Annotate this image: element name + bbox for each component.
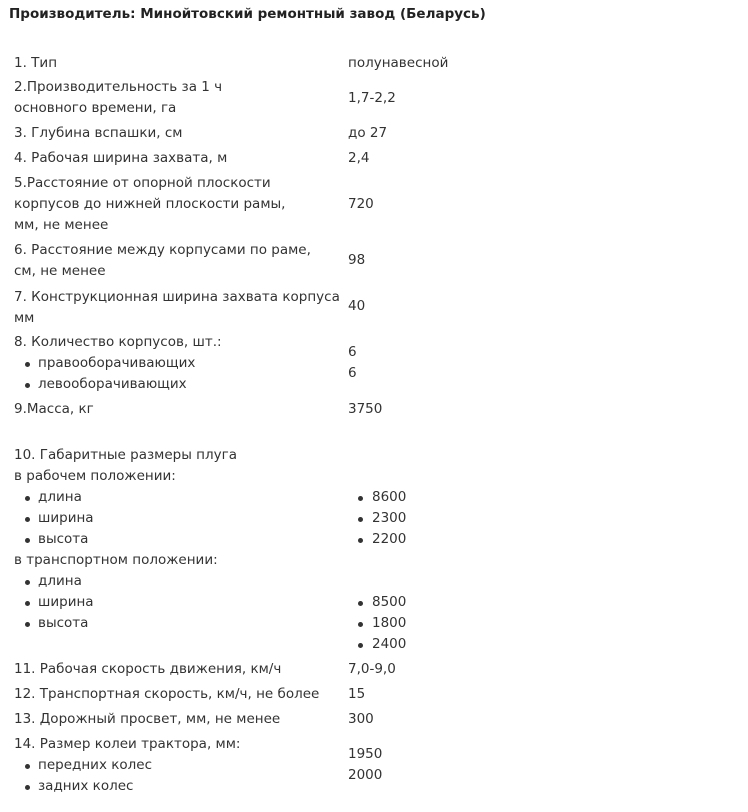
row-value-plowing-depth: до 27 [348, 125, 388, 141]
list-item: 1800 [348, 613, 406, 634]
list-item: правооборачивающих [14, 353, 348, 374]
row-label-body-count: 8. Количество корпусов, шт.: правооборачивающих левооборачивающих [14, 332, 348, 395]
list-item: 2200 [348, 529, 406, 550]
list-item: ширина [14, 592, 348, 613]
row-label-dimensions: 10. Габаритные размеры плуга в рабочем положении: длина ширина высота в транспортном положении: длина ширина высота [14, 445, 348, 634]
row-value-productivity: 1,7-2,2 [348, 90, 396, 106]
list-item: 2400 [348, 634, 406, 655]
list-item: 8500 [348, 592, 406, 613]
row-label-working-width: 4. Рабочая ширина захвата, м [14, 150, 228, 166]
list-item: 2300 [348, 508, 406, 529]
row-value-working-width: 2,4 [348, 150, 370, 166]
list-item: 8600 [348, 487, 406, 508]
row-label-plowing-depth: 3. Глубина вспашки, см [14, 125, 183, 141]
row-label-mass: 9.Масса, кг [14, 401, 94, 417]
row-value-dimensions-transport [348, 592, 406, 655]
row-value-working-speed: 7,0-9,0 [348, 661, 396, 677]
list-item: высота [14, 613, 348, 634]
row-label-ground-clearance: 13. Дорожный просвет, мм, не менее [14, 711, 281, 727]
row-label-track-width: 14. Размер колеи трактора, мм: передних колес задних колес [14, 734, 348, 797]
page-title: Производитель: Минойтовский ремонтный завод (Беларусь) [9, 6, 486, 22]
list-item: ширина [14, 508, 348, 529]
row-label-working-speed: 11. Рабочая скорость движения, км/ч [14, 661, 282, 677]
row-value-ground-clearance: 300 [348, 711, 374, 727]
row-value-track-width: 1950 2000 [348, 746, 383, 783]
list-item: задних колес [14, 776, 348, 797]
row-value-body-spacing: 98 [348, 252, 366, 268]
row-value-body-width: 40 [348, 298, 366, 314]
list-item: передних колес [14, 755, 348, 776]
row-label-transport-speed: 12. Транспортная скорость, км/ч, не более [14, 686, 320, 702]
list-item: длина [14, 571, 348, 592]
row-label-productivity: 2.Производительность за 1 ч основного времени, га [14, 79, 223, 116]
row-value-frame-clearance: 720 [348, 196, 374, 212]
row-value-type: полунавесной [348, 55, 449, 71]
row-label-type: 1. Тип [14, 55, 58, 71]
row-label-body-spacing: 6. Расстояние между корпусами по раме, см, не менее [14, 242, 311, 279]
row-value-dimensions-work [348, 487, 406, 550]
list-item: высота [14, 529, 348, 550]
row-label-body-width: 7. Конструкционная ширина захвата корпуса мм [14, 289, 340, 326]
row-label-frame-clearance: 5.Расстояние от опорной плоскости корпусов до нижней плоскости рамы, мм, не менее [14, 175, 286, 233]
row-value-transport-speed: 15 [348, 686, 366, 702]
list-item: длина [14, 487, 348, 508]
row-value-mass: 3750 [348, 401, 383, 417]
list-item: левооборачивающих [14, 374, 348, 395]
row-value-body-count: 6 6 [348, 344, 357, 381]
